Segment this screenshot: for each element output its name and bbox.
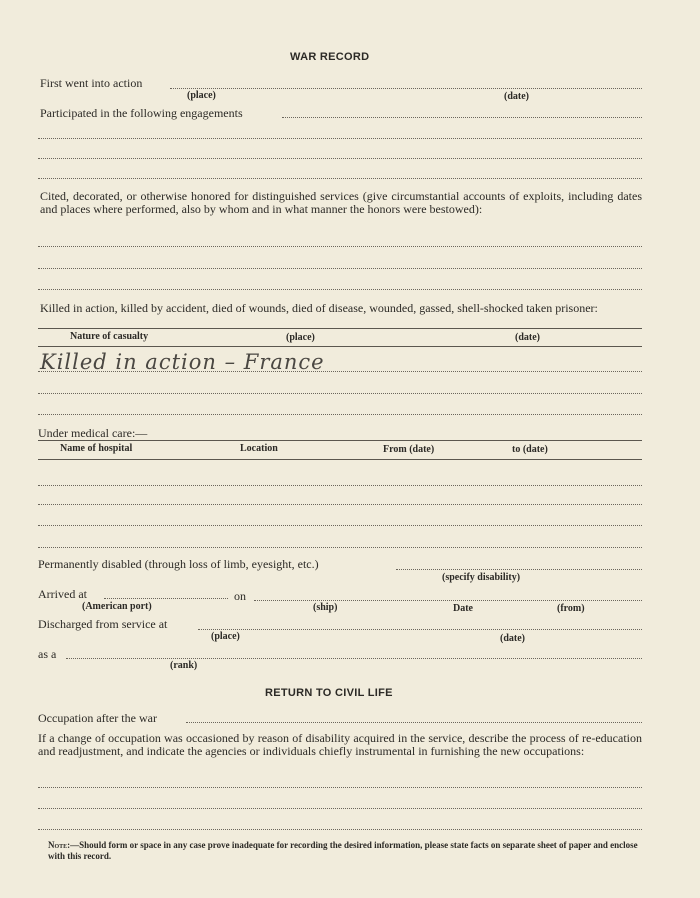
medical-table-top-rule xyxy=(38,440,642,441)
casualty-table-top-rule xyxy=(38,328,642,329)
casualty-header-date: (date) xyxy=(515,332,540,343)
medical-line-1[interactable] xyxy=(38,485,642,486)
casualty-handwritten-entry: Killed in action – France xyxy=(40,350,325,374)
rank-line[interactable] xyxy=(66,658,642,659)
cited-text: Cited, decorated, or otherwise honored for distinguished services (give circumstantial accounts of exploits, including dates and places where performed, also by whom and in what manner the honors were bestowed): xyxy=(40,189,642,216)
rank-caption: (rank) xyxy=(170,660,198,671)
engagements-label: Participated in the following engagements xyxy=(40,106,243,120)
medical-table-header-rule xyxy=(38,459,642,460)
casualty-line-1[interactable] xyxy=(38,371,642,372)
arrived-ship-line[interactable] xyxy=(254,600,642,601)
change-occupation-text: If a change of occupation was occasioned by reason of disability acquired in the service, describe the process of re-education and readjustment, and indicate the agencies or individuals chiefly instrumental in furnishing the new occupations: xyxy=(38,731,642,758)
medical-header-to: to (date) xyxy=(512,444,548,455)
casualty-text: Killed in action, killed by accident, died of wounds, died of disease, wounded, gassed, shell-shocked taken prisoner: xyxy=(40,301,598,315)
civil-life-title: RETURN TO CIVIL LIFE xyxy=(265,687,393,699)
disabled-line[interactable] xyxy=(396,569,642,570)
cited-line-2[interactable] xyxy=(38,268,642,269)
disabled-label: Permanently disabled (through loss of limb, eyesight, etc.) xyxy=(38,557,319,571)
engagements-line-1[interactable] xyxy=(282,117,642,118)
medical-line-4[interactable] xyxy=(38,547,642,548)
medical-care-label: Under medical care:— xyxy=(38,426,148,440)
casualty-header-place: (place) xyxy=(286,332,315,343)
arrived-from-caption: (from) xyxy=(557,603,585,614)
note-label: Note: xyxy=(48,840,71,850)
medical-line-2[interactable] xyxy=(38,504,642,505)
note xyxy=(48,840,644,862)
casualty-line-2[interactable] xyxy=(38,393,642,394)
arrived-port-caption: (American port) xyxy=(82,601,152,612)
arrived-date-caption: Date xyxy=(453,603,473,614)
first-action-label: First went into action xyxy=(40,76,143,90)
engagements-line-3[interactable] xyxy=(38,158,642,159)
note-text: —Should form or space in any case prove inadequate for recording the desired information, please state facts on separate sheet of paper and enclose with this record. xyxy=(48,840,638,861)
casualty-line-3[interactable] xyxy=(38,414,642,415)
first-action-line[interactable] xyxy=(170,88,642,89)
cited-line-1[interactable] xyxy=(38,246,642,247)
arrived-label: Arrived at xyxy=(38,587,87,601)
occupation-line[interactable] xyxy=(186,722,642,723)
discharged-date-caption: (date) xyxy=(500,633,525,644)
first-action-date-caption: (date) xyxy=(504,91,529,102)
engagements-line-2[interactable] xyxy=(38,138,642,139)
arrived-port-line[interactable] xyxy=(104,598,228,599)
medical-header-hospital: Name of hospital xyxy=(60,443,133,454)
casualty-header-nature: Nature of casualty xyxy=(70,331,149,342)
as-a-label: as a xyxy=(38,647,57,661)
discharged-place-caption: (place) xyxy=(211,631,240,642)
arrived-ship-caption: (ship) xyxy=(313,602,338,613)
disability-caption: (specify disability) xyxy=(442,572,521,583)
arrived-on-label: on xyxy=(234,589,246,603)
change-line-2[interactable] xyxy=(38,808,642,809)
change-line-3[interactable] xyxy=(38,829,642,830)
war-record-title: WAR RECORD xyxy=(290,51,370,63)
cited-line-3[interactable] xyxy=(38,289,642,290)
engagements-line-4[interactable] xyxy=(38,178,642,179)
discharged-label: Discharged from service at xyxy=(38,617,168,631)
occupation-label: Occupation after the war xyxy=(38,711,157,725)
medical-line-3[interactable] xyxy=(38,525,642,526)
first-action-place-caption: (place) xyxy=(187,90,216,101)
change-line-1[interactable] xyxy=(38,787,642,788)
medical-header-from: From (date) xyxy=(383,444,435,455)
medical-header-location: Location xyxy=(240,443,278,454)
casualty-table-header-rule xyxy=(38,346,642,347)
discharged-line[interactable] xyxy=(198,629,642,630)
